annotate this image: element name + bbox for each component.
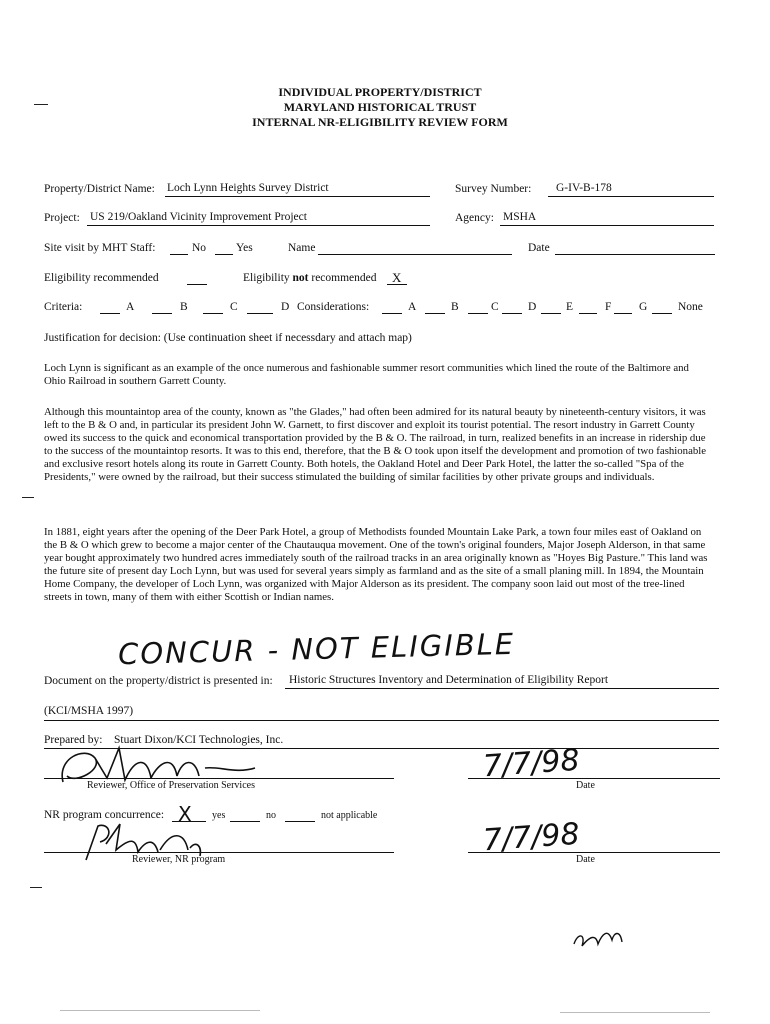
nr-reviewer-signature-line[interactable] [44,852,394,853]
project-underline [87,225,430,226]
handwritten-concur-not-eligible: CONCUR - NOT ELIGIBLE [117,626,516,672]
nr-reviewer-label: Reviewer, NR program [132,854,226,865]
margin-mark [34,104,48,105]
eligibility-recommended-blank[interactable] [187,284,207,285]
considerations-label: Considerations: [297,301,370,313]
form-title-line1: INDIVIDUAL PROPERTY/DISTRICT [278,85,482,99]
criteria-a-label: A [126,301,135,313]
nr-yes-mark[interactable]: X [178,802,192,826]
margin-mark [30,887,42,888]
elig-not-bold: not [292,272,309,284]
criteria-b-blank[interactable] [152,313,172,314]
reviewer-label: Reviewer, Office of Preservation Services [87,780,255,791]
document-value[interactable]: Historic Structures Inventory and Determination of Eligibility Report [289,674,609,686]
criteria-label: Criteria: [44,301,83,313]
elig-not-suffix: recommended [311,272,377,284]
site-visit-no-label: No [192,242,207,254]
date-handwritten-2[interactable]: 7/7/98 [481,816,581,859]
document-continuation-underline [44,720,719,721]
reviewer-signature-line[interactable] [44,778,394,779]
eligibility-not-mark[interactable]: X [392,270,402,285]
justification-paragraph-3: In 1881, eight years after the opening of the Deer Park Hotel, a group of Methodists founded Mountain Lake Park, a town four miles east of Oakland on the B & O which grew to become a major center of the Chautauqua movement. One of the town's original founders, Major Joseph Alderson, in that same year bought approximately two hundred acres immediately south of the railroad tracks in an area originally known as "Hoyes Big Pasture." This land was the future site of present day Loch Lynn, but was used for several years simply as farmland and as the site of a small planing mill. In 1894, the Mountain Home Company, the developer of Loch Lynn, was organized with Major Alderson as its president. The company soon laid out most of the tree-lined streets in town, many of them with either Scottish or Indian names. [44,526,708,603]
elig-not-prefix: Eligibility [243,272,290,284]
cons-e-label: E [566,301,574,313]
date-field[interactable] [555,254,715,255]
site-visit-yes-label: Yes [236,242,253,254]
cons-f-label: F [605,301,612,313]
cons-d-label: D [528,301,537,313]
nr-na-label: not applicable [321,810,378,821]
eligibility-recommended-label: Eligibility recommended [44,272,159,284]
cons-none-blank[interactable] [652,313,672,314]
nr-concurrence-label: NR program concurrence: [44,809,165,821]
project-value[interactable]: US 219/Oakland Vicinity Improvement Project [90,211,307,223]
name-label: Name [288,242,316,254]
criteria-c-blank[interactable] [203,313,223,314]
prepared-by-label: Prepared by: [44,734,103,746]
name-field[interactable] [318,254,512,255]
date-label-2: Date [576,854,595,865]
criteria-a-blank[interactable] [100,313,120,314]
scan-edge-line [560,1012,710,1013]
agency-underline [500,225,714,226]
cons-e-blank[interactable] [541,313,561,314]
cons-a-label: A [408,301,417,313]
criteria-b-label: B [180,301,188,313]
site-visit-no-blank[interactable] [170,254,188,255]
cons-f-blank[interactable] [579,313,597,314]
criteria-c-label: C [230,301,238,313]
margin-mark [22,497,34,498]
site-visit-yes-blank[interactable] [215,254,233,255]
document-label: Document on the property/district is presented in: [44,675,273,687]
property-label: Property/District Name: [44,183,155,195]
prepared-by-value[interactable]: Stuart Dixon/KCI Technologies, Inc. [114,734,284,746]
nr-na-blank[interactable] [285,821,315,822]
eligibility-not-recommended-label [243,272,377,284]
cons-c-blank[interactable] [468,313,488,314]
document-underline [285,688,719,689]
form-title-line3: INTERNAL NR-ELIGIBILITY REVIEW FORM [252,115,508,129]
cons-d-blank[interactable] [502,313,522,314]
date-handwritten-1[interactable]: 7/7/98 [481,742,581,785]
cons-g-blank[interactable] [614,313,632,314]
justification-paragraph-1: Loch Lynn is significant as an example of the once numerous and fashionable summer resort communities which lined the route of the Baltimore and Ohio Railroad in southern Garrett County. [44,362,689,387]
cons-a-blank[interactable] [382,313,402,314]
justification-paragraph-2: Although this mountaintop area of the county, known as "the Glades," had often been admired for its natural beauty by nineteenth-century visitors, it was left to the B & O and, in particular its president John W. Garnett, to first discover and exploit its tourist potential. The resort industry in Garrett County owed its success to the quick and economical transportation provided by the B & O. The railroad, in turn, realized benefits in an increase in ridership due to the success of the mountaintop resorts. It was to this end, therefore, that the B & O took upon itself the development and promotion of two fashionable and exclusive resort hotels along its route in Garrett County. Both hotels, the Oakland Hotel and Deer Park Hotel, the latter the so-called "Spa of the Presidents," were owned by the railroad, but their success stimulated the building of similar facilities by other private groups and individuals. [44,406,707,483]
date-label: Date [528,242,550,254]
criteria-d-blank[interactable] [247,313,273,314]
nr-no-label: no [266,810,276,821]
nr-yes-label: yes [212,810,226,821]
survey-value[interactable]: G-IV-B-178 [556,182,612,194]
date-line-1 [468,778,720,779]
agency-value[interactable]: MSHA [503,211,537,223]
cons-none-label: None [678,301,703,313]
scan-edge-line [60,1010,260,1011]
nr-no-blank[interactable] [230,821,260,822]
property-value[interactable]: Loch Lynn Heights Survey District [167,182,329,194]
cons-g-label: G [639,301,648,313]
cons-b-blank[interactable] [425,313,445,314]
project-label: Project: [44,212,80,224]
document-continuation: (KCI/MSHA 1997) [44,705,134,717]
cons-b-label: B [451,301,459,313]
justification-label: Justification for decision: (Use continuation sheet if necessdary and attach map) [44,332,412,344]
cons-c-label: C [491,301,499,313]
date-label-1: Date [576,780,595,791]
criteria-d-label: D [281,301,290,313]
property-underline [165,196,430,197]
agency-label: Agency: [455,212,494,224]
form-title-line2: MARYLAND HISTORICAL TRUST [283,100,477,114]
initials-scribble [568,920,628,960]
survey-label: Survey Number: [455,183,532,195]
site-visit-label: Site visit by MHT Staff: [44,242,156,254]
date-line-2 [468,852,720,853]
survey-underline [548,196,714,197]
